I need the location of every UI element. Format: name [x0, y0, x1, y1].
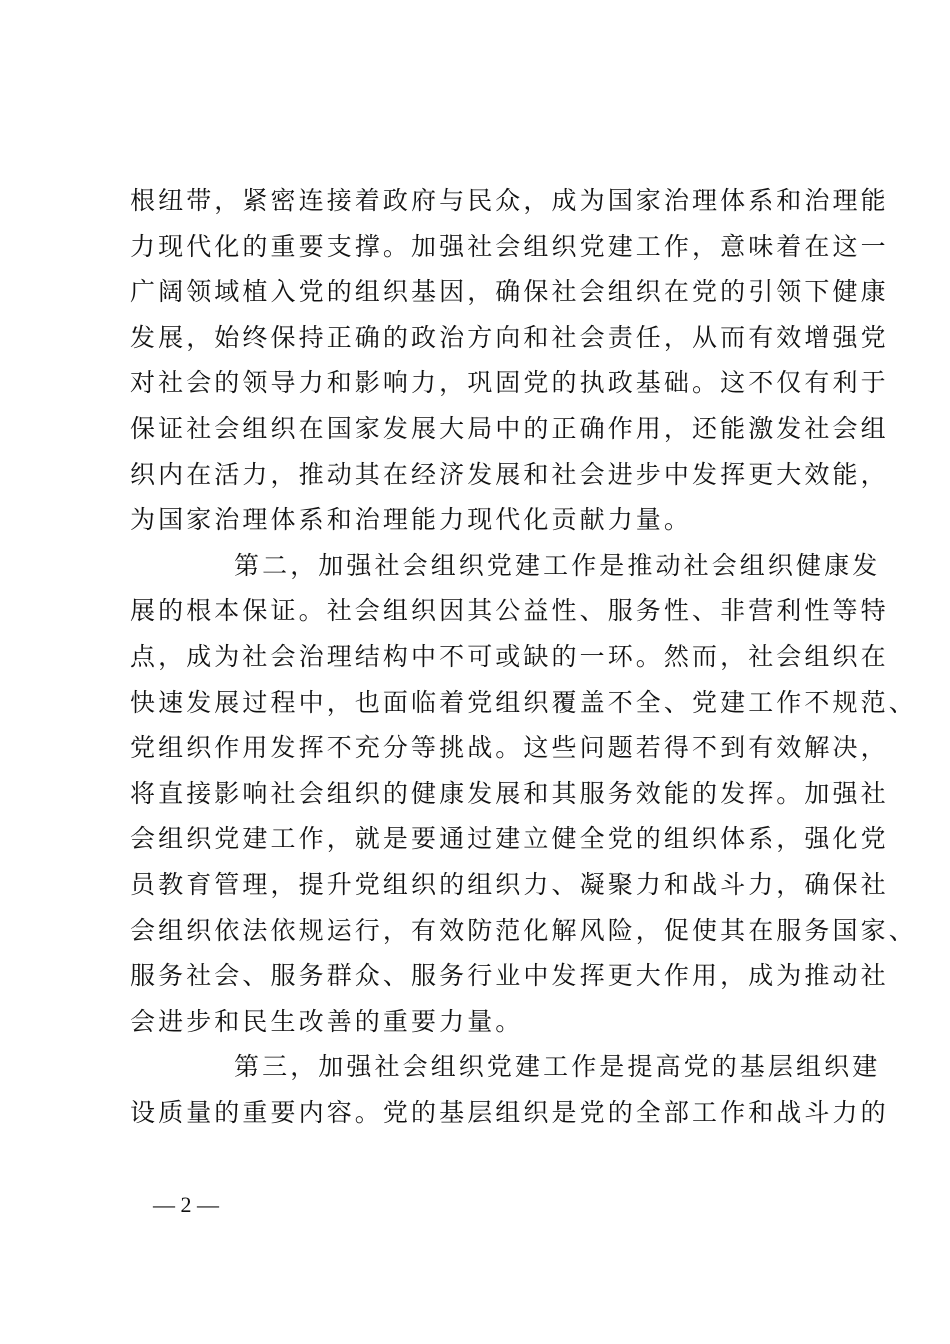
text-line: 会组织党建工作，就是要通过建立健全党的组织体系，强化党: [130, 824, 889, 854]
text-line: 发展，始终保持正确的政治方向和社会责任，从而有效增强党: [130, 322, 889, 352]
text-line: 会进步和民生改善的重要力量。: [130, 1006, 524, 1036]
paragraph-start-line: 第三，加强社会组织党建工作是提高党的基层组织建: [234, 1052, 881, 1082]
text-line: 会组织依法依规运行，有效防范化解风险，促使其在服务国家、: [130, 915, 917, 945]
text-line: 员教育管理，提升党组织的组织力、凝聚力和战斗力，确保社: [130, 869, 889, 899]
text-line: 织内在活力，推动其在经济发展和社会进步中发挥更大效能，: [130, 459, 889, 489]
text-line: 服务社会、服务群众、服务行业中发挥更大作用，成为推动社: [130, 961, 889, 991]
text-line: 根纽带，紧密连接着政府与民众，成为国家治理体系和治理能: [130, 186, 889, 215]
text-line: 党组织作用发挥不充分等挑战。这些问题若得不到有效解决，: [130, 733, 889, 763]
text-line: 广阔领域植入党的组织基因，确保社会组织在党的引领下健康: [130, 277, 889, 307]
text-line: 对社会的领导力和影响力，巩固党的执政基础。这不仅有利于: [130, 368, 889, 398]
text-line: 为国家治理体系和治理能力现代化贡献力量。: [130, 505, 693, 535]
paragraph-start-line: 第二，加强社会组织党建工作是推动社会组织健康发: [234, 550, 881, 580]
text-line: 展的根本保证。社会组织因其公益性、服务性、非营利性等特: [130, 596, 889, 626]
page-number: — 2 —: [153, 1192, 219, 1217]
text-line: 点，成为社会治理结构中不可或缺的一环。然而，社会组织在: [130, 641, 889, 671]
text-line: 将直接影响社会组织的健康发展和其服务效能的发挥。加强社: [130, 778, 889, 808]
document-body: [130, 178, 917, 1135]
text-line: 力现代化的重要支撑。加强社会组织党建工作，意味着在这一: [130, 231, 889, 261]
text-line: 保证社会组织在国家发展大局中的正确作用，还能激发社会组: [130, 413, 889, 443]
text-line: 设质量的重要内容。党的基层组织是党的全部工作和战斗力的: [130, 1097, 889, 1127]
text-line: 快速发展过程中，也面临着党组织覆盖不全、党建工作不规范、: [130, 687, 917, 717]
